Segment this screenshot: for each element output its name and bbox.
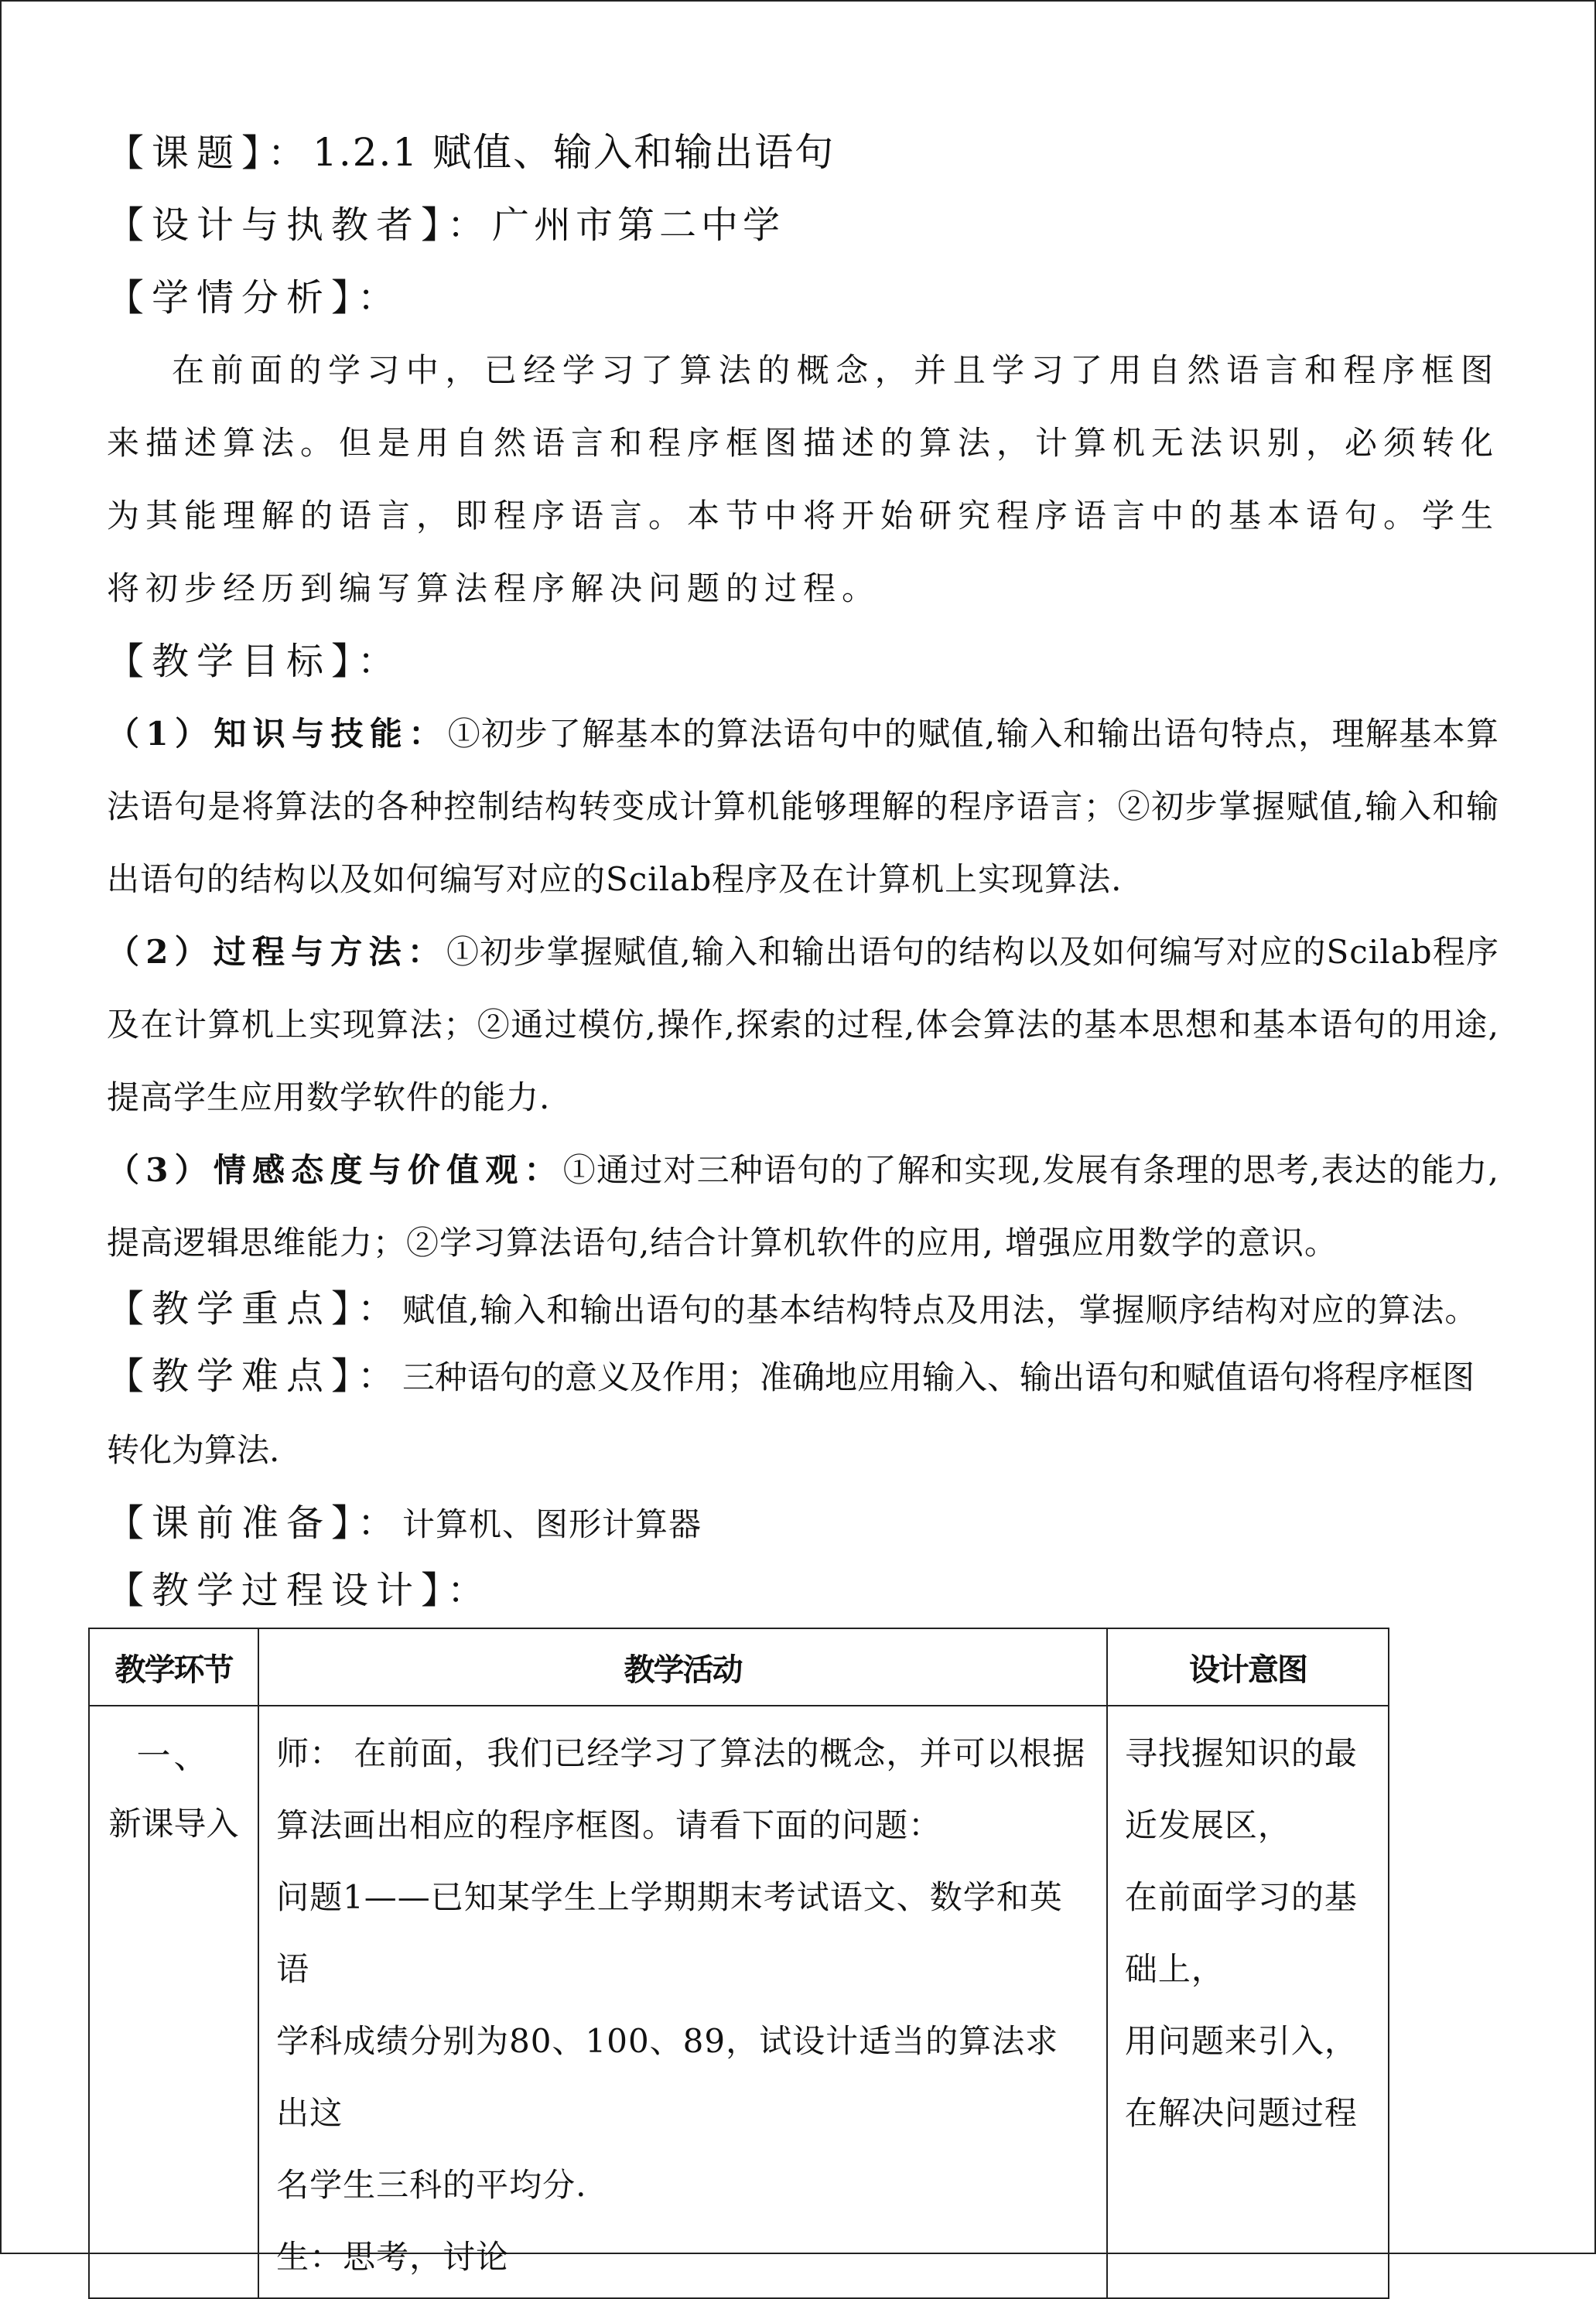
key-points-label: 【教学重点】： bbox=[107, 1287, 403, 1331]
difficulties-line bbox=[107, 1340, 1499, 1487]
table-header-row bbox=[89, 1628, 1389, 1706]
intent-line: 在前面学习的基 bbox=[1124, 1878, 1358, 1916]
stage-number: 一、 bbox=[136, 1737, 211, 1776]
preparation-line bbox=[107, 1487, 1499, 1559]
intent-line: 近发展区， bbox=[1124, 1806, 1291, 1844]
objective-1 bbox=[107, 698, 1499, 916]
author-label: 【设计与执教者】： bbox=[107, 203, 493, 247]
objective-2-lead: （2）过程与方法： bbox=[107, 933, 446, 971]
title-value: 1.2.1 赋值、输入和输出语句 bbox=[313, 130, 836, 175]
intent-line: 寻找握知识的最 bbox=[1124, 1734, 1358, 1772]
process-table bbox=[88, 1628, 1389, 2299]
objectives-label: 【教学目标】： bbox=[107, 640, 403, 683]
activity-line: 生：思考，讨论 bbox=[276, 2238, 510, 2276]
analysis-text: 在前面的学习中，已经学习了算法的概念，并且学习了用自然语言和程序框图来描述算法。但是用自然语言和程序框图描述的算法，计算机无法识别，必须转化为其能理解的语言，即程序语言。本节中将开始研究程序语言中的基本语句。学生将初步经历到编写算法程序解决问题的过程。 bbox=[107, 351, 1500, 607]
objective-3-text: ①通过对三种语句的了解和实现,发展有条理的思考,表达的能力,提高逻辑思维能力；②学习算法语句,结合计算机软件的应用, 增强应用数学的意识。 bbox=[107, 1151, 1499, 1262]
title-label: 【课题】： bbox=[107, 132, 313, 175]
activity-cell bbox=[258, 1706, 1107, 2298]
analysis-heading bbox=[107, 261, 1499, 334]
intent-line: 用问题来引入， bbox=[1124, 2022, 1358, 2060]
author-line bbox=[107, 189, 1499, 261]
process-label: 【教学过程设计】： bbox=[107, 1569, 493, 1612]
stage-cell bbox=[89, 1706, 258, 2298]
activity-line: 名学生三科的平均分. bbox=[276, 2166, 587, 2204]
activity-line: 算法画出相应的程序框图。请看下面的问题： bbox=[276, 1806, 942, 1844]
objective-1-text: ①初步了解基本的算法语句中的赋值,输入和输出语句特点，理解基本算法语句是将算法的各种控制结构转变成计算机能够理解的程序语言；②初步掌握赋值,输入和输出语句的结构以及如何编写对应的Scilab程序及在计算机上实现算法. bbox=[107, 715, 1499, 898]
preparation-label: 【课前准备】： bbox=[107, 1501, 403, 1545]
stage-name: 新课导入 bbox=[108, 1805, 239, 1843]
activity-line: 师： 在前面，我们已经学习了算法的概念，并可以根据 bbox=[276, 1734, 1086, 1772]
header-intent: 设计意图 bbox=[1107, 1628, 1389, 1706]
lesson-title bbox=[107, 116, 1499, 189]
table-row bbox=[89, 1706, 1389, 2298]
header-activity: 教学活动 bbox=[258, 1628, 1107, 1706]
difficulties-value: 三种语句的意义及作用；准确地应用输入、输出语句和赋值语句将程序框图转化为算法. bbox=[107, 1358, 1475, 1469]
intent-line: 础上， bbox=[1124, 1950, 1225, 1988]
key-points-line bbox=[107, 1279, 1499, 1340]
objective-3 bbox=[107, 1134, 1499, 1279]
preparation-value: 计算机、图形计算器 bbox=[402, 1505, 702, 1543]
lesson-plan bbox=[107, 116, 1499, 1621]
header-stage: 教学环节 bbox=[89, 1628, 258, 1706]
intent-cell bbox=[1107, 1706, 1389, 2298]
author-value: 广州市第二中学 bbox=[492, 203, 785, 247]
activity-line: 问题1——已知某学生上学期期末考试语文、数学和英语 bbox=[276, 1878, 1063, 1988]
objectives-heading bbox=[107, 625, 1499, 698]
difficulties-label: 【教学难点】： bbox=[107, 1354, 403, 1398]
key-points-value: 赋值,输入和输出语句的基本结构特点及用法，掌握顺序结构对应的算法。 bbox=[402, 1291, 1478, 1329]
process-heading bbox=[107, 1559, 1499, 1621]
intent-line: 在解决问题过程 bbox=[1124, 2094, 1358, 2132]
objective-2 bbox=[107, 916, 1499, 1134]
objective-3-lead: （3）情感态度与价值观： bbox=[107, 1151, 563, 1189]
analysis-label: 【学情分析】： bbox=[107, 276, 403, 319]
objective-2-text: ①初步掌握赋值,输入和输出语句的结构以及如何编写对应的Scilab程序及在计算机上实现算法；②通过模仿,操作,探索的过程,体会算法的基本思想和基本语句的用途,提高学生应用数学软件的能力. bbox=[107, 933, 1499, 1116]
activity-line: 学科成绩分别为80、100、89，试设计适当的算法求出这 bbox=[276, 2022, 1059, 2132]
objective-1-lead: （1）知识与技能： bbox=[107, 715, 448, 753]
